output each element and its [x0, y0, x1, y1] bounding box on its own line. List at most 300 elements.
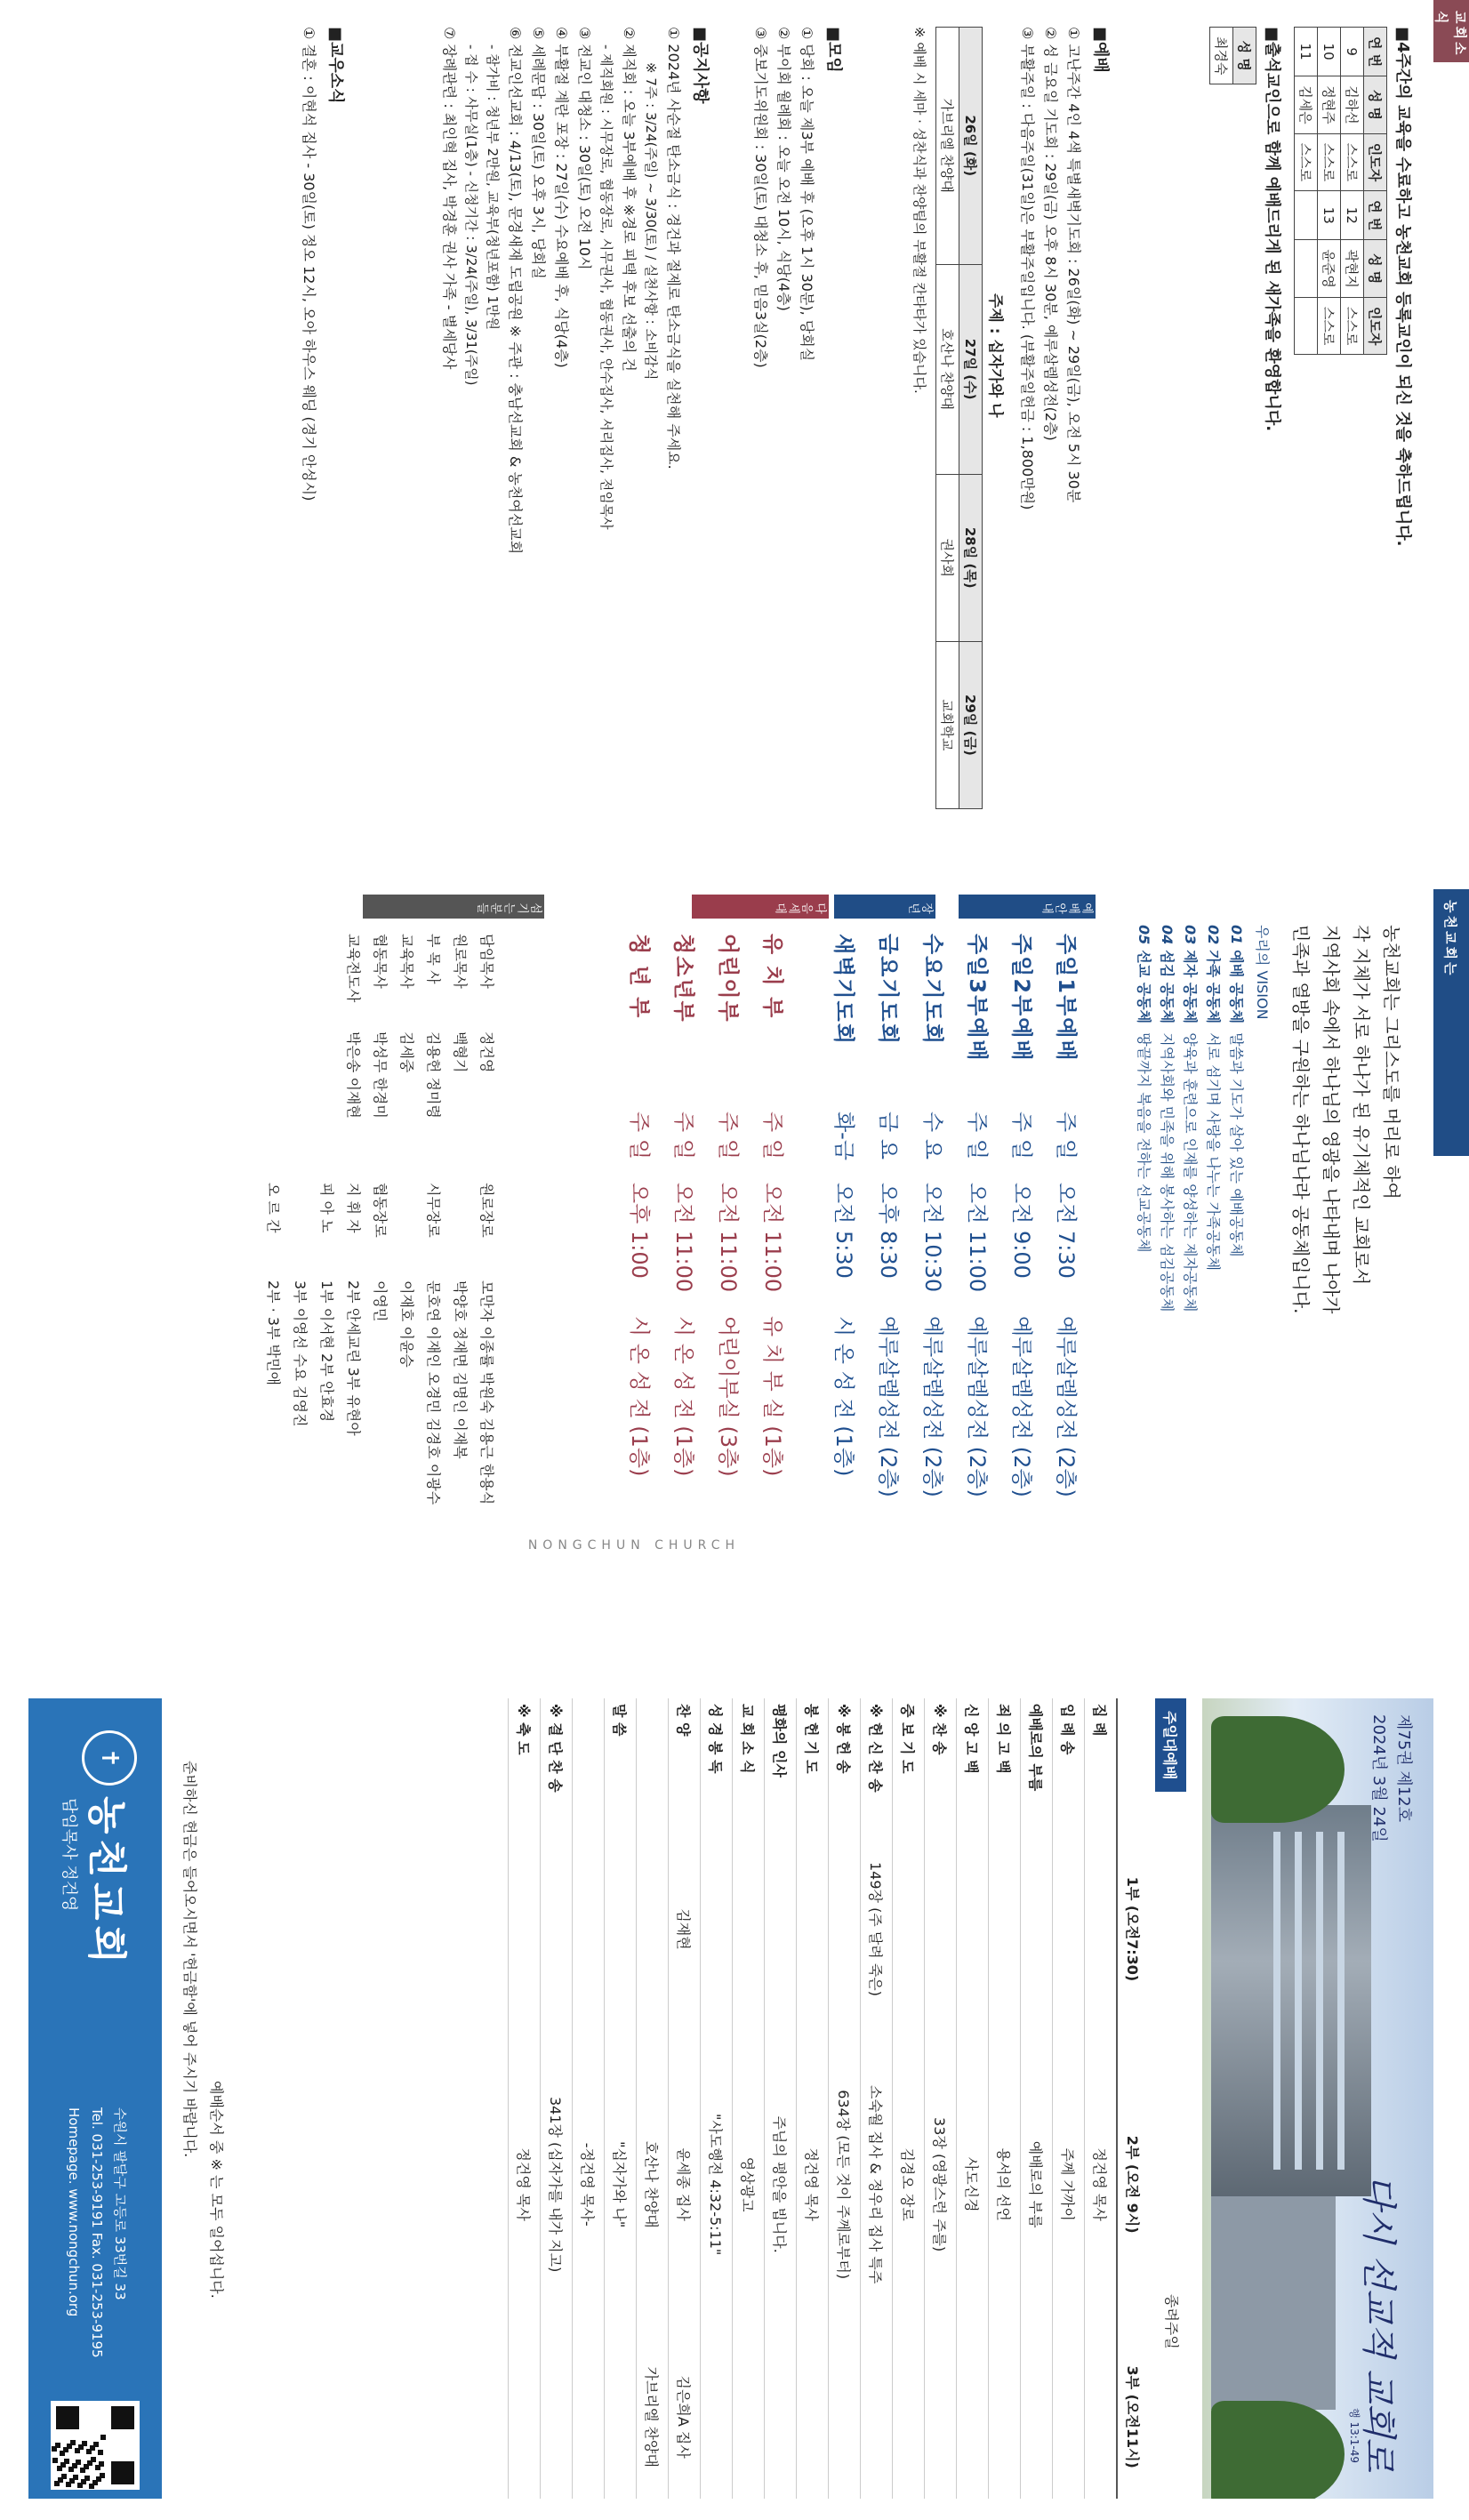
- order-row: [829, 1698, 861, 2499]
- qr-module: [100, 2473, 105, 2478]
- service-name: 청소년부: [671, 934, 696, 1023]
- meeting-head: ■모임: [824, 27, 843, 73]
- service-name: 유 치 부: [760, 934, 785, 1020]
- staff-names: 2부 안세교린 3부 유현아: [345, 1280, 362, 1436]
- order-cell: "사도행전 4:32-5:11": [701, 2034, 733, 2335]
- service-row: [663, 934, 704, 1476]
- service-name: 새벽기도회: [831, 934, 856, 1046]
- order-cell: 용서의 선언: [989, 2034, 1021, 2335]
- staff-names: 모만자 이종률 박원숙 김용근 한용식: [478, 1280, 495, 1505]
- church-seal-icon: ✝: [82, 1730, 137, 1786]
- congrats-title: ■4주간의 교육을 수료하고 농천교회 등록교인이 되신 것을 축하드립니다.: [1393, 27, 1412, 547]
- order-cell: [989, 2335, 1021, 2499]
- order-cell: [541, 2335, 573, 2499]
- service-time: 오후 1:00: [627, 1183, 652, 1279]
- order-label: ※ 봉 헌 송: [829, 1698, 861, 1825]
- order-cell: 341장 (십자가를 내가 지고): [541, 2034, 573, 2335]
- day-cell: 가브리엘 찬양대: [936, 28, 959, 265]
- order-row: [509, 1698, 541, 2499]
- service-name: 주일1부예배: [1054, 934, 1079, 1063]
- vision-intro-line: 민족과 열방을 구원하는 하나님나라 공동체입니다.: [1290, 925, 1312, 1314]
- worship-item: ① 고난주간 4인 4색 특별새벽기도회 : 26일(화) ~ 29일(금), 오전 5시 30분: [1065, 27, 1082, 503]
- order-cell: "십자가와 나": [605, 2034, 637, 2335]
- worship-section: [909, 27, 1113, 863]
- newcomer-welcome: ■출석교인으로 함께 예배드리게 된 새가족을 환영합니다.: [1263, 27, 1281, 432]
- order-label: ※ 축 도: [509, 1698, 541, 1825]
- qr-module: [70, 2440, 76, 2445]
- service-name: 금요기도회: [876, 934, 901, 1046]
- welcome-table: [1209, 27, 1256, 84]
- staff-role: 교육전도사: [345, 934, 362, 1003]
- order-row: [765, 1698, 797, 2499]
- vision-head: 섬김 공동체: [1159, 950, 1176, 1024]
- service-time: 오전 7:30: [1054, 1183, 1079, 1279]
- service-place: 유 치 부 실 (1층): [760, 1316, 785, 1477]
- service-place: 어린이부실 (3층): [716, 1316, 741, 1477]
- meeting-item: ② 부이회 월례회 : 오늘 오전 10시, 식당(4층): [775, 27, 792, 311]
- qr-module: [76, 2460, 81, 2465]
- service-time: 오전 5:30: [831, 1183, 856, 1279]
- notice-item: ※ 7주 : 3/24(주일) ~ 3/30(토) / 실천사항 : 소비감식: [643, 62, 659, 381]
- phone-fax: Tel. 031-253-9191 Fax. 031-253-9195: [89, 2107, 105, 2358]
- order-row: [637, 1698, 669, 2499]
- order-of-service: [508, 1698, 1149, 2499]
- order-cell: [509, 2335, 541, 2499]
- cell: 윤준영: [1318, 240, 1341, 297]
- order-row: [797, 1698, 829, 2499]
- vision-text: 지역사회와 민족을 위해 봉사하는 섬김공동체: [1159, 1032, 1176, 1312]
- vision-text: 양육과 훈련으로 인재를 양성하는 제자공동체: [1182, 1032, 1199, 1312]
- church-name: 농천교회: [84, 1796, 129, 1970]
- service-row: [823, 934, 864, 1476]
- staff-role: 협동목사: [372, 934, 389, 989]
- order-cell: [605, 1825, 637, 2034]
- church-news-bar: [1433, 0, 1469, 62]
- service-row: [1001, 934, 1042, 1497]
- vision-item: [1155, 925, 1178, 1314]
- tree-shape: [1211, 1716, 1345, 1823]
- order-label: [637, 1698, 669, 1825]
- day-head: 26일 (화): [959, 28, 983, 265]
- service-time: 오후 8:30: [876, 1183, 901, 1279]
- qr-finder: [111, 2406, 134, 2429]
- service-day: 화-금: [831, 1112, 856, 1161]
- day-head: 29일 (금): [959, 641, 983, 808]
- order-cell: [893, 1825, 925, 2034]
- brand-text: NONGCHUN CHURCH: [527, 1538, 740, 1553]
- staff-names: 박은송 이재현: [345, 1031, 362, 1119]
- staff-names: 2부 · 3부 박민애: [265, 1280, 282, 1385]
- table-row: [1295, 28, 1318, 355]
- worship-note: ※ 예배 시 세마 · 성찬식과 찬양팀의 부활절 칸타타가 있습니다.: [911, 27, 927, 394]
- order-cell: [573, 2335, 605, 2499]
- vision-num: 04: [1159, 925, 1176, 945]
- service-day: 주 일: [716, 1112, 741, 1160]
- service-place: 시 온 성 전 (1층): [671, 1316, 696, 1477]
- order-badge: 주일대예배: [1155, 1698, 1186, 1792]
- service-name: 주일3부예배: [965, 934, 990, 1063]
- staff-row: [313, 934, 340, 1505]
- staff-names: 박양호 정재면 김명인 이재복: [452, 1280, 469, 1459]
- order-label: 집 례: [1085, 1698, 1118, 1825]
- cell: 스스로: [1318, 133, 1341, 190]
- order-cell: [829, 1825, 861, 2034]
- notice-section: [437, 27, 713, 863]
- order-label: 예배로의 부름: [1021, 1698, 1053, 1825]
- staff-role: 협동장로: [372, 1183, 389, 1238]
- col-guide-2: 인도자: [1364, 297, 1387, 354]
- staff-names: 이재호 이윤승: [398, 1280, 415, 1368]
- vision-head: 선교 공동체: [1136, 950, 1152, 1024]
- staff-row: [420, 934, 446, 1505]
- order-label: 평화의 인사: [765, 1698, 797, 1825]
- order-cell: [509, 1825, 541, 2034]
- theme-label: 주제 : 십자가와 나: [986, 293, 1004, 418]
- vision-text: 말씀과 기도가 살아 있는 예배공동체: [1228, 1032, 1245, 1257]
- qr-finder: [56, 2406, 79, 2429]
- adult-ribbon: 장년: [834, 895, 935, 919]
- order-cell: 예배로의 부름: [1021, 2034, 1053, 2335]
- vision-num: 03: [1182, 925, 1199, 945]
- order-label: [573, 1698, 605, 1825]
- notice-item: - 제직회원 : 시무장로, 협동장로, 시무권사, 협동권사, 안수집사, 서리집사, 전임목사: [598, 44, 614, 530]
- service-time: 오전 9:00: [1009, 1183, 1034, 1279]
- cell: 11: [1295, 28, 1318, 76]
- service-row: [708, 934, 749, 1477]
- meeting-section: [749, 27, 847, 863]
- news-item: ① 결혼 : 이현석 집사 - 30일(토) 정오 12시, 오아 하우스 웨딩 (경기 안성시): [301, 27, 317, 502]
- vision-panel: [0, 889, 1469, 1672]
- service-row: [752, 934, 793, 1476]
- vision-item: [1132, 925, 1155, 1314]
- order-row: [893, 1698, 925, 2499]
- standing-note: 예배순서 중 ※ 는 모두 일어섭니다.: [208, 2081, 225, 2299]
- vision-title: 우리의 VISION: [1254, 925, 1271, 1020]
- day-cell: 호산나 찬양대: [936, 264, 959, 474]
- order-col-head: 1부 (오전7:30): [1117, 1825, 1149, 2034]
- qr-module: [100, 2435, 106, 2440]
- service-day: 주 일: [1054, 1112, 1079, 1160]
- day-head: 27일 (수): [959, 264, 983, 474]
- order-cell: 149장 (주 달려 죽은): [861, 1825, 893, 2034]
- col-no-2: 연 번: [1364, 191, 1387, 240]
- order-cell: 사도신경: [957, 2034, 989, 2335]
- notice-item: ⑦ 장례관련 : 최인혁 집사, 박경훈 권사 가족 - 별세당사: [441, 27, 458, 370]
- order-col-head: 2부 (오전 9시): [1117, 2034, 1149, 2335]
- staff-role: 담임목사: [478, 934, 495, 989]
- service-name: 주일2부예배: [1009, 934, 1034, 1063]
- vision-item: [1201, 925, 1224, 1314]
- order-row: [1085, 1698, 1118, 2499]
- order-cell: [733, 2335, 765, 2499]
- staff-names: 문호연 이재인 오경민 김경호 이광수: [425, 1280, 442, 1505]
- vision-bar: [1433, 889, 1469, 1156]
- order-label: 성 경 봉 독: [701, 1698, 733, 1825]
- order-cell: [957, 1825, 989, 2034]
- day-head: 28일 (목): [959, 474, 983, 641]
- order-row: [733, 1698, 765, 2499]
- cell: 12: [1341, 191, 1364, 240]
- cell: 스스로: [1318, 297, 1341, 354]
- qr-module: [84, 2476, 90, 2481]
- staff-names: 김용헌 정미령: [425, 1031, 442, 1119]
- order-cell: 김재현: [669, 1825, 701, 2034]
- staff-row: [286, 934, 313, 1505]
- vision-item: [1178, 925, 1201, 1314]
- vision-intro: [1132, 925, 1407, 1314]
- news-head: ■교우소식: [326, 27, 345, 104]
- order-row: [605, 1698, 637, 2499]
- notice-item: ⑥ 전교인선교회 : 4/13(토), 문경새재 도립공원 ※ 주관 : 충남선교회 & 농천여선교회: [507, 27, 524, 555]
- order-cell: 주께 가까이: [1053, 2034, 1085, 2335]
- order-cell: 윤세종 집사: [669, 2034, 701, 2335]
- staff-names: 백형기: [452, 1031, 469, 1073]
- order-cell: [701, 2335, 733, 2499]
- cell: 스스로: [1295, 133, 1318, 190]
- order-cell: [1053, 2335, 1085, 2499]
- issue-number: 제75권 제12호: [1394, 1714, 1413, 1823]
- order-label: 신 앙 고 백: [957, 1698, 989, 1825]
- service-day: 주 일: [965, 1112, 990, 1160]
- qr-module: [52, 2458, 58, 2463]
- order-cell: 영상광고: [733, 2034, 765, 2335]
- table-row: [1318, 28, 1341, 355]
- service-day: 금 요: [876, 1112, 901, 1160]
- order-cell: 주님의 평안을 빕니다.: [765, 2034, 797, 2335]
- building-wing-shape: [1211, 2196, 1336, 2410]
- cell: 9: [1341, 28, 1364, 76]
- order-cell: [1085, 2335, 1118, 2499]
- order-row: [925, 1698, 957, 2499]
- order-cell: 호산나 찬양대: [637, 2034, 669, 2335]
- notice-item: ① 2024년 사순절 탄소금식 : 경건과 절제로 탄소금식을 실천해 주세요.: [665, 27, 682, 469]
- order-header: [1117, 1698, 1149, 2499]
- order-cell: 김경오 장로: [893, 2034, 925, 2335]
- church-news-label: 교회소식: [1433, 11, 1468, 58]
- order-row: [989, 1698, 1021, 2499]
- service-time: 오전 11:00: [760, 1183, 785, 1293]
- staff-role: 원로장로: [478, 1183, 495, 1238]
- order-cell: 634장 (모든 것이 주께로부터): [829, 2034, 861, 2335]
- dawn-prayer-table: [935, 27, 983, 809]
- cell: 김세은: [1295, 76, 1318, 133]
- order-cell: [573, 1825, 605, 2034]
- staff-row: [340, 934, 366, 1505]
- order-label: ※ 헌 신 찬 송: [861, 1698, 893, 1825]
- qr-module: [91, 2457, 96, 2462]
- cell: 스스로: [1341, 133, 1364, 190]
- qr-module: [99, 2461, 104, 2467]
- col-guide: 인도자: [1364, 133, 1387, 190]
- order-cell: [1053, 1825, 1085, 2034]
- order-sunday: 종려주일: [1163, 2294, 1180, 2349]
- service-row: [957, 934, 998, 1497]
- order-label: 찬 양: [669, 1698, 701, 1825]
- staff-role: 부 목 사: [425, 934, 442, 984]
- service-time: 오전 11:00: [965, 1183, 990, 1293]
- order-cell: [861, 2335, 893, 2499]
- order-cell: 소숙월 집사 & 정우리 집사 특주: [861, 2034, 893, 2335]
- meeting-item: ③ 중보기도위원회 : 30일(토) 대청소 후, 믿음3실(2층): [752, 27, 769, 368]
- staff-role: 지 휘 자: [345, 1183, 362, 1233]
- next-gen-ribbon: 다음세대: [692, 895, 829, 919]
- day-cell: 교회학교: [936, 641, 959, 808]
- cell: 13: [1318, 191, 1341, 240]
- qr-module: [82, 2441, 87, 2446]
- vision-intro-line: 각 지체가 서로 하나가 된 유기체적인 교회로서: [1351, 925, 1372, 1286]
- cell: 김하선: [1341, 76, 1364, 133]
- order-label: 봉 헌 기 도: [797, 1698, 829, 1825]
- qr-module: [61, 2474, 67, 2479]
- service-day: 주 일: [627, 1112, 652, 1160]
- service-name: 청 년 부: [627, 934, 652, 1020]
- vision-text: 서로 섬기며 사랑을 나누는 가족공동체: [1205, 1032, 1222, 1271]
- issue-info: [1366, 1714, 1416, 1842]
- notice-item: - 접 수 : 사무실(1층) - 신청기간 : 3/24(주일), 3/31(주일): [463, 44, 479, 386]
- qr-module: [64, 2459, 69, 2464]
- congrats-title-text: 4주간의 교육을 수료하고 농천교회 등록교인이 되신 것을 축하드립니다.: [1393, 42, 1412, 547]
- address: 수원시 팔달구 고등로 33번길 33: [112, 2107, 128, 2300]
- order-cell: [605, 2335, 637, 2499]
- notice-item: ⑤ 세례문답 : 30일(토) 오후 3시, 당회실: [530, 27, 547, 279]
- service-place: 시 온 성 전 (1층): [831, 1316, 856, 1477]
- service-day: 수 요: [920, 1112, 945, 1160]
- staff-names: 김세중: [398, 1031, 415, 1073]
- tree-shape: [1211, 2401, 1345, 2499]
- order-cell: [925, 1825, 957, 2034]
- order-cell: [541, 1825, 573, 2034]
- order-row: [541, 1698, 573, 2499]
- order-cell: [829, 2335, 861, 2499]
- qr-code-icon[interactable]: [51, 2401, 140, 2490]
- order-row: [861, 1698, 893, 2499]
- cell: 스스로: [1341, 297, 1364, 354]
- service-day: 주 일: [760, 1112, 785, 1160]
- homepage-link[interactable]: Homepage. www.nongchun.org: [66, 2107, 82, 2317]
- notice-head: ■공지사항: [691, 27, 710, 104]
- staff-names: 1부 이서현 2부 안효경: [318, 1280, 335, 1423]
- staff-names: 이영민: [372, 1280, 389, 1322]
- staff-row: [473, 934, 500, 1505]
- contact-info: [62, 2107, 132, 2358]
- news-section: [297, 27, 349, 863]
- vision-num: 01: [1228, 925, 1245, 945]
- staff-row: [260, 934, 286, 1505]
- order-cell: 정건영 목사: [509, 2034, 541, 2335]
- staff-row: [366, 934, 393, 1505]
- col-no: 연 번: [1364, 28, 1387, 76]
- order-label: 중 보 기 도: [893, 1698, 925, 1825]
- service-row: [1046, 934, 1087, 1497]
- staff-role: 시무장로: [425, 1183, 442, 1238]
- vision-intro-line: 농천교회는 그리스도를 머리로 하여: [1381, 925, 1402, 1200]
- vision-text: 땅끝까지 복음을 전하는 선교공동체: [1136, 1032, 1152, 1253]
- service-day: 주 일: [1009, 1112, 1034, 1160]
- order-cell: [797, 1825, 829, 2034]
- slogan: 다시 선교적 교회로: [1358, 2174, 1399, 2472]
- order-label: 교 회 소 식: [733, 1698, 765, 1825]
- service-place: 예루살렘성전 (2층): [876, 1316, 901, 1497]
- vision-head: 제자 공동체: [1182, 950, 1199, 1024]
- vision-bar-label: 농천교회는: [1442, 900, 1459, 978]
- staff-role: 원로목사: [452, 934, 469, 989]
- issue-date: 2024년 3월 24일: [1369, 1714, 1388, 1842]
- service-row: [868, 934, 909, 1497]
- staff-names: 3부 이영선 수요 김영진: [292, 1280, 309, 1427]
- vision-num: 05: [1136, 925, 1152, 945]
- cover-panel: [0, 1538, 1469, 2520]
- worship-item: ③ 부활주일 : 다음주일(31일)은 부활주일입니다. (부활주일헌금 : 1,800만원): [1019, 27, 1036, 510]
- service-place: 예루살렘성전 (2층): [1054, 1316, 1079, 1497]
- order-cell: [957, 2335, 989, 2499]
- order-cell: [765, 2335, 797, 2499]
- vision-head: 가족 공동체: [1205, 950, 1222, 1024]
- service-row: [619, 934, 660, 1476]
- staff-ribbon: 섬기는분들: [363, 895, 544, 919]
- welcome-name: 최경숙: [1210, 28, 1233, 84]
- worship-head: ■예배: [1091, 27, 1110, 73]
- staff-row: [446, 934, 473, 1505]
- pastor-name: 담임목사 정건영: [60, 1798, 78, 1912]
- day-cell: 권사회: [936, 474, 959, 641]
- qr-finder: [111, 2461, 134, 2484]
- welcome-head: 성 명: [1233, 28, 1256, 84]
- staff-names: 박성무 한경미: [372, 1031, 389, 1119]
- building-shape: [1211, 1805, 1371, 2196]
- staff-row: [393, 934, 420, 1505]
- cell: 10: [1318, 28, 1341, 76]
- service-time: 오전 10:30: [920, 1183, 945, 1293]
- order-row: [1021, 1698, 1053, 2499]
- order-cell: [637, 1825, 669, 2034]
- notice-item: ③ 전교인 대청소 : 30일(토) 오전 10시: [576, 27, 593, 270]
- service-time: 오전 11:00: [671, 1183, 696, 1293]
- order-label: ※ 찬 송: [925, 1698, 957, 1825]
- order-cell: [733, 1825, 765, 2034]
- order-row: [573, 1698, 605, 2499]
- notice-item: - 참가비 : 청년부 2만원, 교육부(청년포함) 1만원: [485, 44, 501, 330]
- vision-num: 02: [1205, 925, 1222, 945]
- order-row: [701, 1698, 733, 2499]
- staff-list: [260, 934, 500, 1505]
- order-cell: -정건영 목사-: [573, 2034, 605, 2335]
- notice-item: ④ 부활절 계란 포장 : 27일(수) 수요예배 후, 식당(4층): [553, 27, 570, 368]
- slogan-verse: 행 13:1-49: [1348, 2408, 1361, 2463]
- service-place: 예루살렘성전 (2층): [1009, 1316, 1034, 1497]
- staff-role: 교육목사: [398, 934, 415, 989]
- order-cell: [1021, 1825, 1053, 2034]
- church-footer: [28, 1698, 162, 2499]
- service-row: [912, 934, 953, 1497]
- col-name: 성 명: [1364, 76, 1387, 133]
- service-time: 오전 11:00: [716, 1183, 741, 1293]
- order-cell: 가브리엘 찬양대: [637, 2335, 669, 2499]
- offering-note: 준비하신 헌금은 들어오시면서 '헌금함'에 넣어 주시기 바랍니다.: [181, 1761, 198, 2158]
- order-cell: 정건영 목사: [1085, 2034, 1118, 2335]
- order-col-head: [1117, 1698, 1149, 1825]
- service-name: 어린이부: [716, 934, 741, 1023]
- worship-guide-ribbon: 예배안내: [959, 895, 1096, 919]
- staff-names: 정건영: [478, 1031, 495, 1073]
- staff-role: 피 아 노: [318, 1183, 335, 1233]
- church-photo: [1202, 1698, 1433, 2499]
- order-cell: [765, 1825, 797, 2034]
- order-cell: [797, 2335, 829, 2499]
- newcomer-table: [1294, 27, 1387, 355]
- order-cell: 33장 (영광스런 주를): [925, 2034, 957, 2335]
- table-row: [1341, 28, 1364, 355]
- order-cell: 정건영 목사: [797, 2034, 829, 2335]
